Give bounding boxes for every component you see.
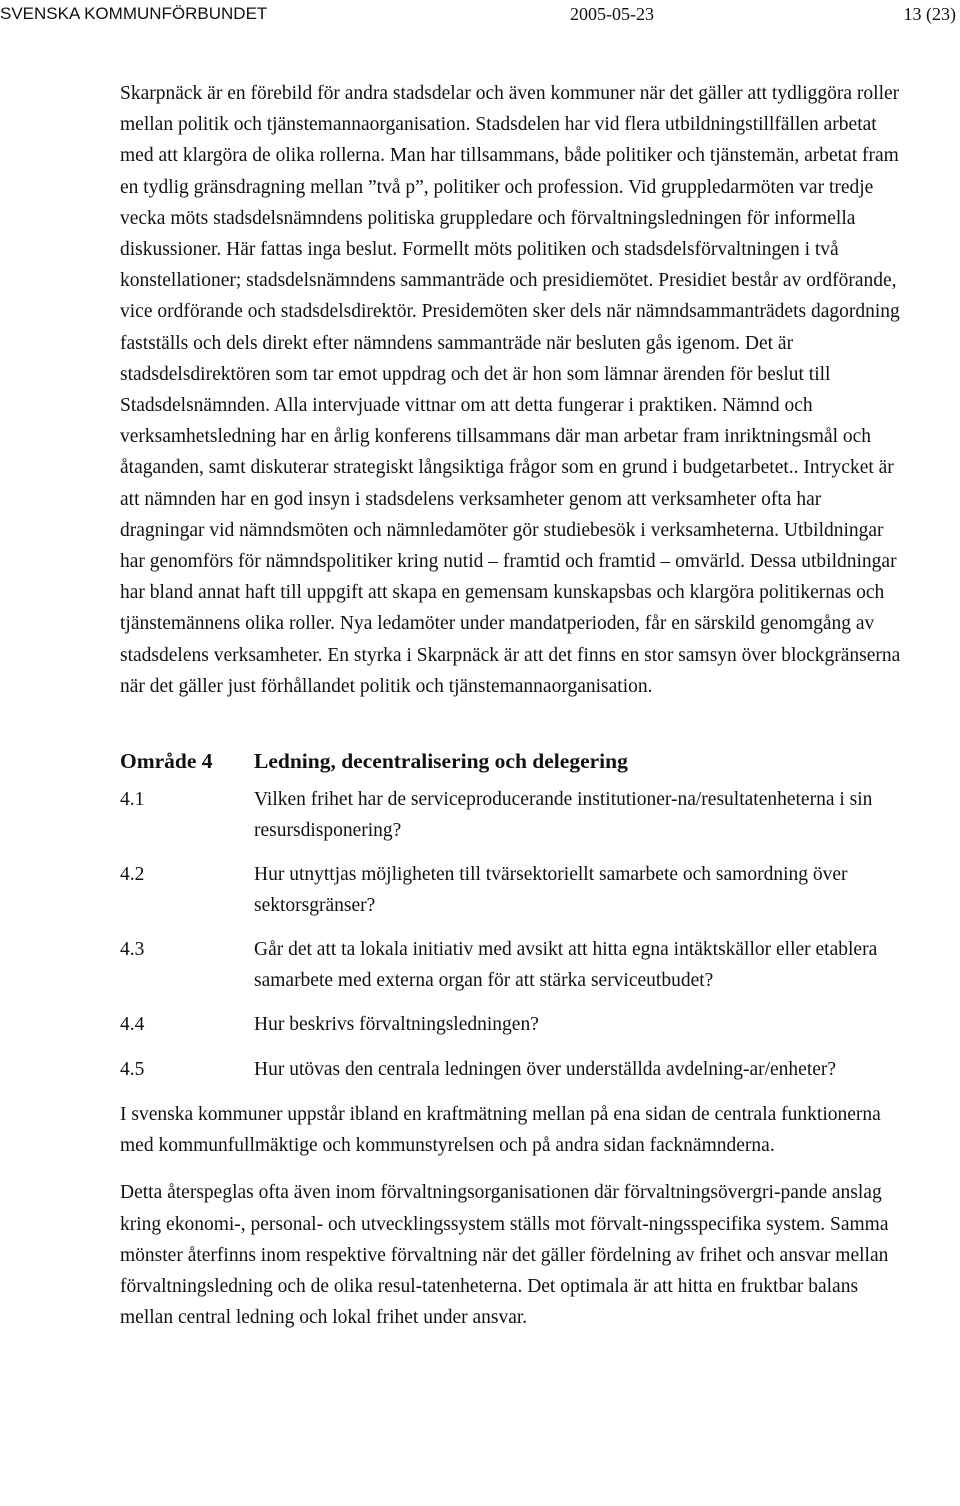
- closing-paragraph-2: Detta återspeglas ofta även inom förvaltningsorganisationen där förvaltningsövergri-pande anslag kring ekonomi-, personal- och utvecklingssystem ställs mot förvalt-ningsspecifika system. Samma mönster återfinns inom respektive förvaltning när det gäller fördelning av frihet och ansvar mellan förvaltningsledning och de olika resul-tatenheterna. Det optimala är att hitta en fruktbar balans mellan central ledning och lokal frihet under ansvar.: [120, 1182, 889, 1329]
- question-text: Vilken frihet har de serviceproducerande institutioner-na/resultatenheterna i sin resursdisponering?: [254, 789, 873, 841]
- section-heading: [120, 746, 910, 777]
- question-number: 4.1: [120, 789, 145, 811]
- question-item: [120, 1010, 910, 1041]
- header-page-number: 13 (23): [903, 4, 956, 24]
- document-body: [120, 78, 910, 1333]
- question-item: [120, 785, 910, 846]
- section-title: Ledning, decentralisering och delegering: [254, 749, 628, 774]
- intro-paragraph: Skarpnäck är en förebild för andra stadsdelar och även kommuner när det gäller att tydliggöra roller mellan politik och tjänstemannaorganisation. Stadsdelen har vid flera utbildningstillfällen arbetat med att klargöra de olika rollerna. Man har tillsammans, både politiker och tjänstemän, arbetat fram en tydlig gränsdragning mellan ”två p”, politiker och profession. Vid gruppledarmöten var tredje vecka möts stadsdelsnämndens politiska gruppledare och förvaltningsledningen för informella diskussioner. Här fattas inga beslut. Formellt möts politiken och stadsdelsförvaltningen i två konstellationer; stadsdelsnämndens sammanträde och presidiemötet. Presidiet består av ordförande, vice ordförande och stadsdelsdirektör. Presidemöten sker dels när nämndsammanträdets dagordning fastställs och dels direkt efter nämndens sammanträde när besluten gås igenom. Det är stadsdelsdirektören som tar emot uppdrag och det är hon som lämnar ärenden för beslut till Stadsdelsnämnden. Alla intervjuade vittnar om att detta fungerar i praktiken. Nämnd och verksamhetsledning har en årlig konferens tillsammans där man arbetar fram inriktningsmål och åtaganden, samt diskuterar strategiskt långsiktiga frågor som en grund i budgetarbetet.. Intrycket är att nämnden har en god insyn i stadsdelens verksamheter genom att verksamheter ofta har dragningar vid nämndsmöten och nämnledamöter gör studiebesök i verksamheterna. Utbildningar har genomförs för nämndspolitiker kring nutid – framtid och framtid – omvärld. Dessa utbildningar har bland annat haft till uppgift att skapa en gemensam kunskapsbas och klargöra politikernas och tjänstemännens olika roller. Nya ledamöter under mandatperioden, får en särskild genomgång av stadsdelens verksamheter. En styrka i Skarpnäck är att det finns en stor samsyn över blockgränserna när det gäller just förhållandet politik och tjänstemannaorganisation.: [120, 83, 901, 697]
- section-label: Område 4: [120, 749, 213, 774]
- closing-paragraph-1: I svenska kommuner uppstår ibland en kraftmätning mellan på ena sidan de centrala funktionerna med kommunfullmäktige och kommunstyrelsen och på andra sidan facknämnderna.: [120, 1104, 881, 1157]
- question-number: 4.2: [120, 864, 145, 886]
- question-text: Går det att ta lokala initiativ med avsikt att hitta egna intäktskällor eller etablera samarbete med externa organ för att stärka serviceutbudet?: [254, 939, 878, 991]
- question-number: 4.3: [120, 939, 145, 961]
- question-item: [120, 1055, 910, 1086]
- page-header: [0, 2, 956, 26]
- question-text: Hur beskrivs förvaltningsledningen?: [254, 1014, 539, 1036]
- question-number: 4.5: [120, 1058, 145, 1080]
- header-organization: SVENSKA KOMMUNFÖRBUNDET: [0, 4, 268, 23]
- question-text: Hur utövas den centrala ledningen över underställda avdelning-ar/enheter?: [254, 1058, 837, 1080]
- question-text: Hur utnyttjas möjligheten till tvärsektoriellt samarbete och samordning över sektorsgränser?: [254, 864, 848, 916]
- header-date: 2005-05-23: [570, 4, 654, 24]
- question-number: 4.4: [120, 1014, 145, 1036]
- question-item: [120, 860, 910, 921]
- question-list: [120, 785, 910, 1085]
- question-item: [120, 935, 910, 996]
